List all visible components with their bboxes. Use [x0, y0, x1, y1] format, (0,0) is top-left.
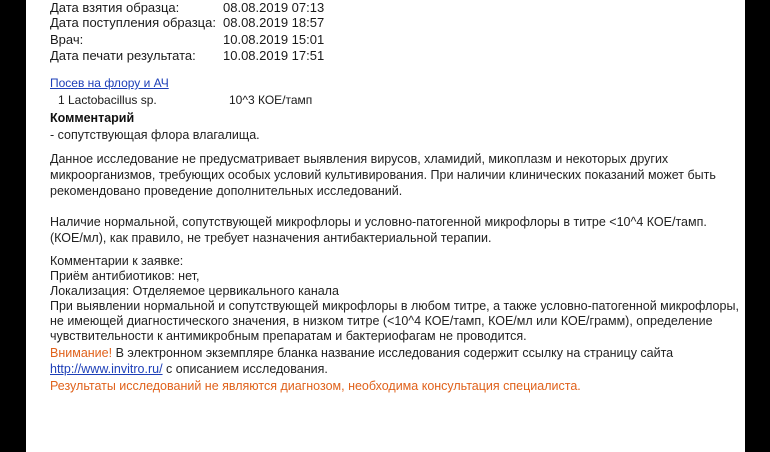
comment-p1-line3: рекомендовано проведение дополнительных исследований. — [50, 184, 403, 198]
comment-flora: - сопутствующая флора влагалища. — [50, 128, 260, 142]
order-comments-antibiotics: Приём антибиотиков: нет, — [50, 269, 200, 283]
warning-line — [50, 345, 673, 362]
order-comments-p-line2: не имеющей диагностического значения, в низком титре (<10^4 КОЕ/тамп, КОЕ/мл или КОЕ/грамм), определение — [50, 314, 713, 328]
meta-value-print-date: 10.08.2019 17:51 — [223, 48, 325, 63]
result-sheet — [26, 0, 745, 452]
order-comments-p-line3: чувствительности к антимикробным препаратам и бактериофагам не проводится. — [50, 329, 527, 343]
comment-p1-line2: микроорганизмов, требующих особых условий культивирования. При наличии клинических показаний может быть — [50, 168, 716, 182]
warning-label: Внимание! — [50, 346, 113, 360]
order-comments-localization: Локализация: Отделяемое цервикального канала — [50, 284, 339, 298]
invitro-url-link[interactable]: http://www.invitro.ru/ — [50, 362, 163, 376]
order-comments-heading: Комментарии к заявке: — [50, 254, 184, 268]
meta-label-sample-taken: Дата взятия образца: — [50, 0, 180, 15]
result-value: 10^3 КОЕ/тамп — [229, 93, 313, 107]
comment-heading: Комментарий — [50, 111, 135, 125]
meta-value-doctor: 10.08.2019 15:01 — [223, 32, 325, 47]
comment-p1-line1: Данное исследование не предусматривает выявления вирусов, хламидий, микоплазм и некоторых других — [50, 152, 669, 166]
comment-p2-line1: Наличие нормальной, сопутствующей микрофлоры и условно-патогенной микрофлоры в титре <10^4 КОЕ/тамп. — [50, 215, 707, 229]
test-title-link[interactable]: Посев на флору и АЧ — [50, 76, 169, 90]
warning-url-line — [50, 361, 328, 378]
warning-text-line1: В электронном экземпляре бланка название исследования содержит ссылку на страницу сайта — [112, 346, 674, 360]
comment-p2-line2: (КОЕ/мл), как правило, не требует назначения антибактериальной терапии. — [50, 231, 492, 245]
meta-value-sample-taken: 08.08.2019 07:13 — [223, 0, 325, 15]
meta-value-sample-received: 08.08.2019 18:57 — [223, 15, 325, 30]
order-comments-p-line1: При выявлении нормальной и сопутствующей микрофлоры в любом титре, а также условно-патогенной микрофлоры, — [50, 299, 739, 313]
meta-label-sample-received: Дата поступления образца: — [50, 15, 216, 30]
warning-text-line2: с описанием исследования. — [162, 362, 328, 376]
result-organism: 1 Lactobacillus sp. — [58, 93, 157, 107]
disclaimer: Результаты исследований не являются диагнозом, необходима консультация специалиста. — [50, 379, 581, 393]
meta-label-doctor: Врач: — [50, 32, 84, 47]
meta-label-print-date: Дата печати результата: — [50, 48, 196, 63]
